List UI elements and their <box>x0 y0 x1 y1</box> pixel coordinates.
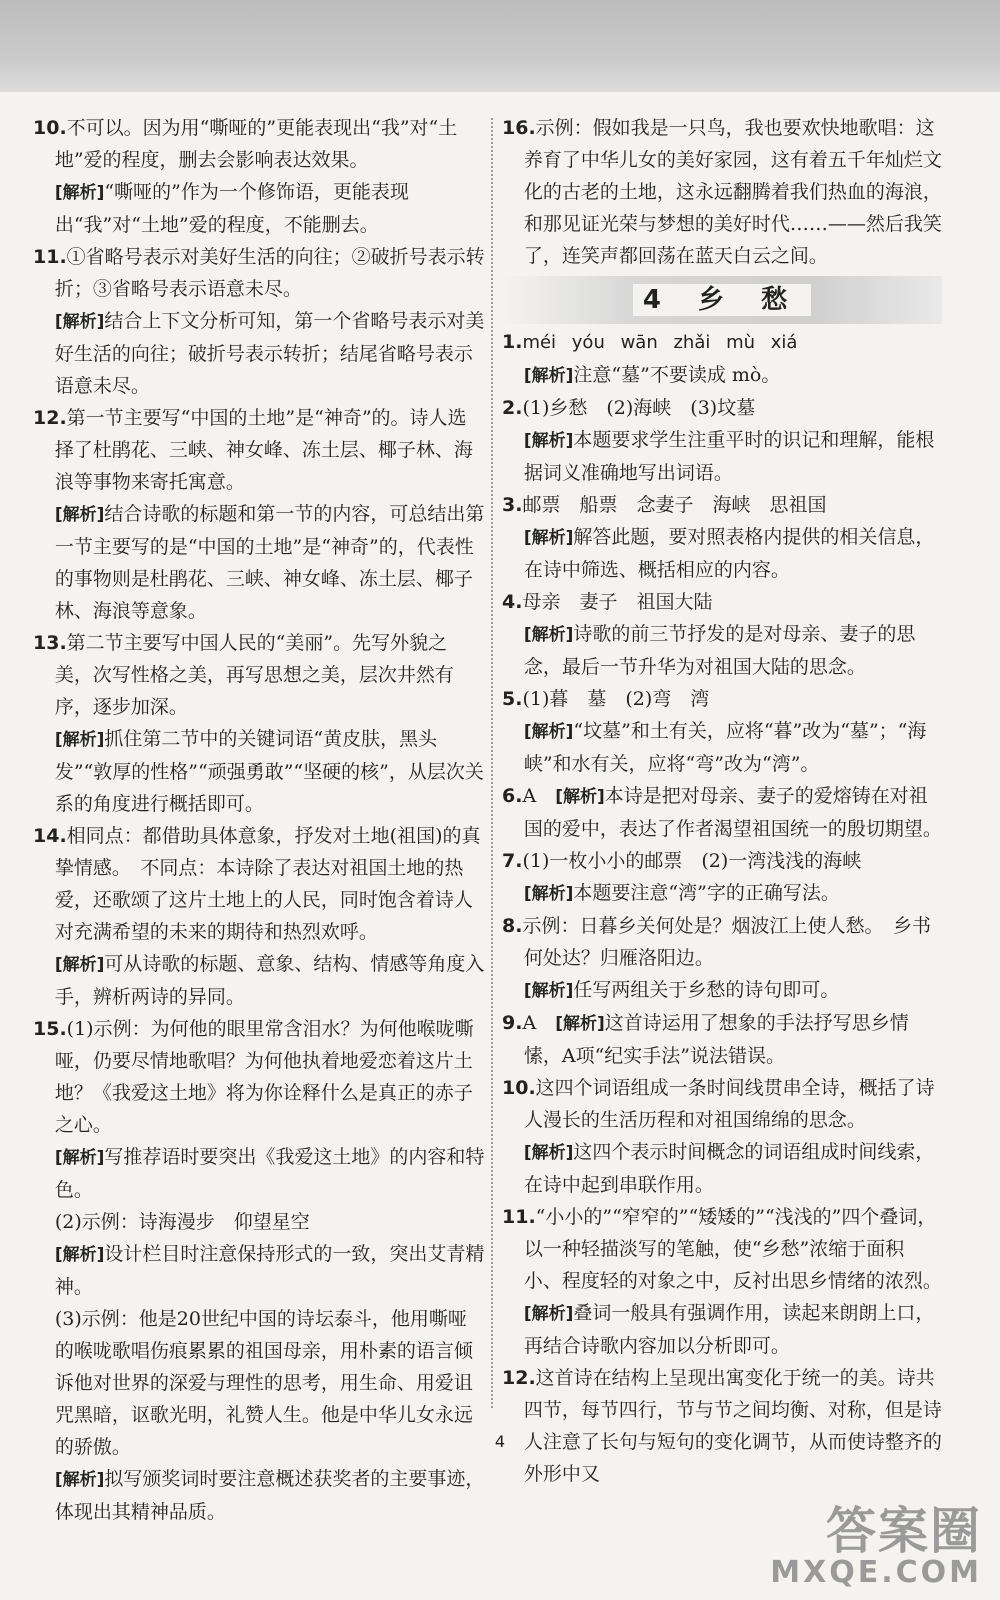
question-answer <box>33 241 485 305</box>
question-number: 7. <box>502 850 523 872</box>
answer-text: 不可以。因为用“嘶哑的”更能表现出“我”对“土地”爱的程度，删去会影响表达效果。 <box>54 117 458 171</box>
question-answer <box>502 780 942 845</box>
question-number: 6. <box>502 785 523 807</box>
analysis-tag: [解析] <box>54 183 105 203</box>
analysis-tag: [解析] <box>54 1245 105 1265</box>
question-number: 14. <box>33 825 67 847</box>
analysis-tag: [解析] <box>555 1014 605 1034</box>
answer-text: 这首诗在结构上呈现出寓变化于统一的美。诗共四节，每节四行，节与节之间均衡、对称，但是诗人注意了长句与短句的变化调节，从而使诗整齐的外形中又 <box>523 1367 942 1485</box>
right-column <box>502 112 942 1490</box>
answer-text: 邮票 船票 念妻子 海峡 思祖国 <box>522 494 827 516</box>
analysis-note <box>33 1141 485 1206</box>
analysis-text: 结合上下文分析可知，第一个省略号表示对美好生活的向往；破折号表示转折；结尾省略号表示语意未尽。 <box>54 310 485 397</box>
analysis-note <box>502 1136 942 1201</box>
analysis-text: 拟写颁奖词时要注意概述获奖者的主要事迹，体现出其精神品质。 <box>54 1468 485 1523</box>
analysis-tag: [解析] <box>54 312 105 332</box>
analysis-text: 本题要求学生注重平时的识记和理解，能根据词义准确地写出词语。 <box>523 429 935 484</box>
question-answer <box>33 627 485 723</box>
analysis-text: 这首诗运用了想象的手法抒写思乡情愫，A项“纪实手法”说法错误。 <box>523 1012 909 1067</box>
analysis-note <box>33 1238 485 1303</box>
right-column-top <box>502 112 942 272</box>
analysis-tag: [解析] <box>523 884 574 904</box>
analysis-note <box>502 974 942 1007</box>
answer-text: (1)乡愁 (2)海峡 (3)坟墓 <box>522 397 756 419</box>
question-answer <box>502 392 942 424</box>
answer-text: (1)暮 墓 (2)弯 湾 <box>522 688 710 710</box>
question-answer <box>33 112 485 176</box>
analysis-tag: [解析] <box>54 955 105 975</box>
question-answer <box>502 1007 942 1072</box>
analysis-text: “坟墓”和土有关，应将“暮”改为“墓”；“海峡”和水有关，应将“弯”改为“湾”。 <box>523 720 927 775</box>
question-answer <box>502 489 942 521</box>
column-divider <box>491 118 493 1408</box>
question-number: 10. <box>502 1077 536 1099</box>
answer-text: ①省略号表示对美好生活的向往；②破折号表示转折；③省略号表示语意未尽。 <box>54 246 485 300</box>
analysis-text: 本诗是把对母亲、妻子的爱熔铸在对祖国的爱中，表达了作者渴望祖国统一的殷切期望。 <box>523 785 942 840</box>
analysis-tag: [解析] <box>523 625 574 645</box>
analysis-tag: [解析] <box>54 505 105 525</box>
analysis-note <box>502 715 942 780</box>
analysis-tag: [解析] <box>523 528 574 548</box>
question-number: 5. <box>502 688 523 710</box>
analysis-note <box>33 176 485 241</box>
question-answer <box>502 683 942 715</box>
answer-text: 母亲 妻子 祖国大陆 <box>522 591 713 613</box>
answer-text: (1)一枚小小的邮票 (2)一湾浅浅的海峡 <box>522 850 862 872</box>
question-number: 9. <box>502 1012 523 1034</box>
analysis-text: 本题要注意“湾”字的正确写法。 <box>573 882 840 904</box>
watermark-line1: 答案圈 <box>826 1502 982 1560</box>
analysis-tag: [解析] <box>54 1148 105 1168</box>
analysis-text: 结合诗歌的标题和第一节的内容，可总结出第一节主要写的是“中国的土地”是“神奇”的，代表性的事物则是杜鹃花、三峡、神女峰、冻土层、椰子林、海浪等意象。 <box>54 503 485 622</box>
analysis-note <box>502 618 942 683</box>
pinyin-answer: méi yóu wān zhǎi mù xiá <box>522 332 798 353</box>
question-number: 10. <box>33 117 67 139</box>
page-number: 4 <box>494 1432 506 1451</box>
analysis-tag: [解析] <box>523 1143 574 1163</box>
question-number: 13. <box>33 632 67 654</box>
question-number: 3. <box>502 494 523 516</box>
question-number: 12. <box>502 1367 536 1389</box>
answer-text: 第二节主要写中国人民的“美丽”。先写外貌之美，次写性格之美，再写思想之美，层次井然有序，逐步加深。 <box>54 632 454 718</box>
answer-text: (1)示例：为何他的眼里常含泪水？为何他喉咙嘶哑，仍要尽情地歌唱？为何他执着地爱恋着这片土地？《我爱这土地》将为你诠释什么是真正的赤子之心。 <box>54 1018 474 1136</box>
analysis-note <box>33 723 485 820</box>
question-number: 12. <box>33 407 67 429</box>
question-answer <box>502 910 942 974</box>
analysis-text: 抓住第二节中的关键词语“黄皮肤，黑头发”“敦厚的性格”“顽强勇敢”“坚硬的核”，从层次关系的角度进行概括即可。 <box>54 728 484 815</box>
analysis-text: “嘶哑的”作为一个修饰语，更能表现出“我”对“土地”爱的程度，不能删去。 <box>54 181 409 236</box>
answer-text: 示例：假如我是一只鸟，我也要欢快地歌唱：这养育了中华儿女的美好家园，这有着五千年灿烂文化的古老的土地，这永远翻腾着我们热血的海浪，和那见证光荣与梦想的美好时代……——然后我笑了，连笑声都回荡在蓝天白云之间。 <box>523 117 942 267</box>
question-answer <box>502 112 942 272</box>
question-number: 11. <box>502 1206 536 1228</box>
question-answer <box>33 1013 485 1141</box>
left-column <box>33 112 485 1528</box>
answer-text: 这四个词语组成一条时间线贯串全诗，概括了诗人漫长的生活历程和对祖国绵绵的思念。 <box>523 1077 935 1131</box>
analysis-text: 注意“墓”不要读成 mò。 <box>573 364 781 386</box>
analysis-text: 写推荐语时要突出《我爱这土地》的内容和特色。 <box>54 1146 485 1201</box>
analysis-tag: [解析] <box>523 981 574 1001</box>
analysis-note <box>502 424 942 489</box>
question-number: 11. <box>33 246 67 268</box>
analysis-text: 解答此题，要对照表格内提供的相关信息，在诗中筛选、概括相应的内容。 <box>523 526 935 581</box>
question-number: 16. <box>502 117 536 139</box>
answer-choice: A <box>522 1012 556 1034</box>
top-scan-band <box>0 0 1000 92</box>
analysis-tag: [解析] <box>523 722 574 742</box>
analysis-tag: [解析] <box>54 730 105 750</box>
answer-choice: A <box>522 785 556 807</box>
watermark-line2: MXQE.COM <box>770 1555 982 1590</box>
analysis-text: 叠词一般具有强调作用，读起来朗朗上口，再结合诗歌内容加以分析即可。 <box>523 1302 935 1357</box>
answer-text: 相同点：都借助具体意象，抒发对土地(祖国)的真挚情感。 不同点：本诗除了表达对祖国土地的热爱，还歌颂了这片土地上的人民，同时饱含着诗人对充满希望的未来的期待和热烈欢呼。 <box>54 825 481 943</box>
answer-text: (3)示例：他是20世纪中国的诗坛泰斗，他用嘶哑的喉咙歌唱伤痕累累的祖国母亲，用朴素的语言倾诉他对世界的深爱与理性的思考，用生命、用爱诅咒黑暗，讴歌光明，礼赞人生。他是中华儿女永远的骄傲。 <box>54 1308 473 1458</box>
question-number: 15. <box>33 1018 67 1040</box>
analysis-note <box>502 1297 942 1362</box>
question-number: 4. <box>502 591 523 613</box>
analysis-note <box>502 521 942 586</box>
question-answer <box>502 1201 942 1297</box>
analysis-note <box>502 877 942 910</box>
question-number: 8. <box>502 915 523 937</box>
question-answer <box>502 326 942 359</box>
analysis-text: 诗歌的前三节抒发的是对母亲、妻子的思念，最后一节升华为对祖国大陆的思念。 <box>523 623 916 678</box>
analysis-note <box>33 498 485 627</box>
analysis-tag: [解析] <box>523 1304 574 1324</box>
analysis-text: 设计栏目时注意保持形式的一致，突出艾青精神。 <box>54 1243 485 1298</box>
analysis-tag: [解析] <box>523 431 574 451</box>
analysis-note <box>502 359 942 392</box>
right-column-list <box>502 326 942 1490</box>
analysis-tag: [解析] <box>523 366 574 386</box>
question-answer <box>33 402 485 498</box>
section-title: 4 乡 愁 <box>633 284 811 316</box>
analysis-text: 任写两组关于乡愁的诗句即可。 <box>573 979 840 1001</box>
answer-subitem <box>33 1206 485 1238</box>
analysis-note <box>33 1463 485 1528</box>
analysis-note <box>33 948 485 1013</box>
analysis-text: 可从诗歌的标题、意象、结构、情感等角度入手，辨析两诗的异同。 <box>54 953 485 1008</box>
analysis-note <box>33 305 485 402</box>
question-answer <box>502 845 942 877</box>
answer-text: 第一节主要写“中国的土地”是“神奇”的。诗人选择了杜鹃花、三峡、神女峰、冻土层、椰子林、海浪等事物来寄托寓意。 <box>54 407 473 493</box>
watermark-logo <box>770 1491 982 1590</box>
question-answer <box>33 820 485 948</box>
question-answer <box>502 1362 942 1490</box>
question-answer <box>502 1072 942 1136</box>
section-header <box>502 276 942 324</box>
question-number: 1. <box>502 331 523 353</box>
answer-text: 示例：日暮乡关何处是？烟波江上使人愁。 乡书何处达？归雁洛阳边。 <box>522 915 931 969</box>
analysis-tag: [解析] <box>54 1470 105 1490</box>
analysis-text: 这四个表示时间概念的词语组成时间线索，在诗中起到串联作用。 <box>523 1141 935 1196</box>
answer-text: “小小的”“窄窄的”“矮矮的”“浅浅的”四个叠词，以一种轻描淡写的笔触，使“乡愁”浓缩于面积小、程度轻的对象之中，反衬出思乡情绪的浓烈。 <box>523 1206 942 1292</box>
analysis-tag: [解析] <box>555 787 605 807</box>
question-number: 2. <box>502 397 523 419</box>
answer-text: (2)示例：诗海漫步 仰望星空 <box>54 1211 310 1233</box>
question-answer <box>502 586 942 618</box>
